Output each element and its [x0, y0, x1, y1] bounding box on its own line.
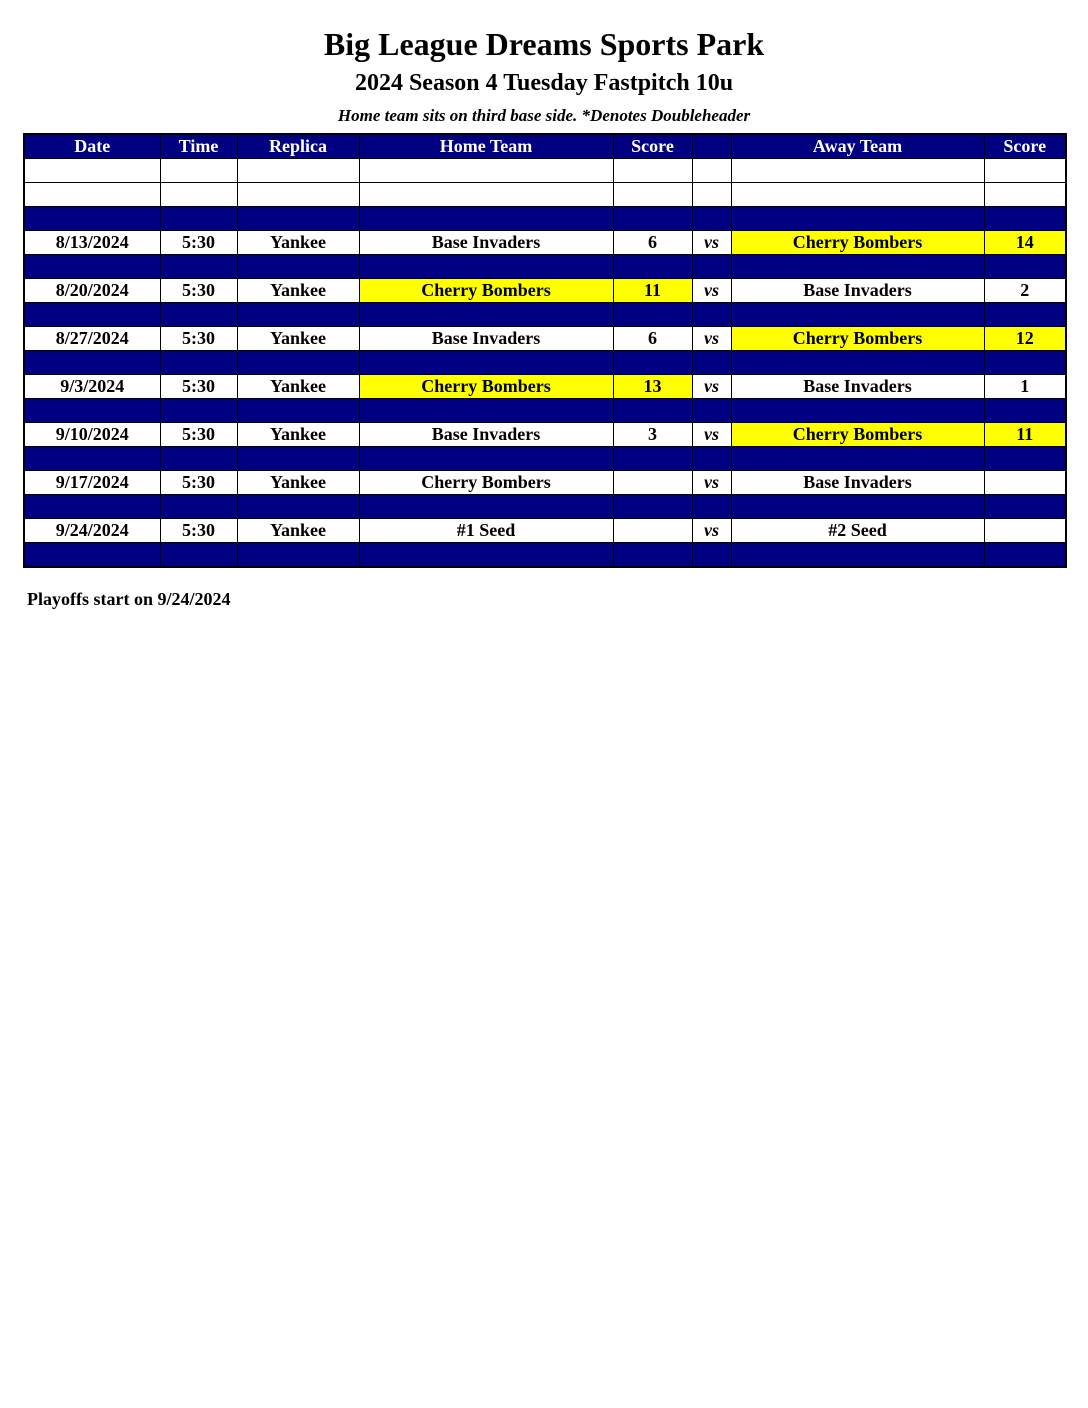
- game-row: [24, 375, 1066, 399]
- column-header-time: Time: [160, 134, 237, 159]
- game-row: [24, 327, 1066, 351]
- column-header-away-team: Away Team: [731, 134, 984, 159]
- column-header-home-team: Home Team: [359, 134, 613, 159]
- column-header-date: Date: [24, 134, 160, 159]
- game-time: 5:30: [160, 231, 237, 255]
- playoffs-note: Playoffs start on 9/24/2024: [27, 589, 231, 609]
- home-team-cell: Base Invaders: [359, 327, 613, 351]
- column-header-home-score: Score: [613, 134, 692, 159]
- game-field: Yankee: [237, 519, 359, 543]
- separator-row: [24, 207, 1066, 231]
- separator-row: [24, 447, 1066, 471]
- game-field: Yankee: [237, 471, 359, 495]
- away-team-cell: Base Invaders: [731, 279, 984, 303]
- game-time: 5:30: [160, 279, 237, 303]
- schedule-table: [23, 133, 1067, 568]
- separator-row: [24, 543, 1066, 568]
- vs-cell: vs: [692, 231, 731, 255]
- home-team-cell: Base Invaders: [359, 423, 613, 447]
- schedule-body: [24, 159, 1066, 568]
- separator-row: [24, 399, 1066, 423]
- column-header-vs: [692, 134, 731, 159]
- game-time: 5:30: [160, 471, 237, 495]
- away-score-cell: 12: [984, 327, 1066, 351]
- vs-cell: vs: [692, 375, 731, 399]
- away-team-cell: Base Invaders: [731, 471, 984, 495]
- away-score-cell: 14: [984, 231, 1066, 255]
- vs-cell: vs: [692, 279, 731, 303]
- table-header-row: [24, 134, 1066, 159]
- home-score-cell: 6: [613, 231, 692, 255]
- home-team-cell: Cherry Bombers: [359, 279, 613, 303]
- vs-cell: vs: [692, 423, 731, 447]
- home-team-cell: Cherry Bombers: [359, 375, 613, 399]
- home-score-cell: [613, 471, 692, 495]
- home-score-cell: 6: [613, 327, 692, 351]
- game-field: Yankee: [237, 423, 359, 447]
- game-field: Yankee: [237, 231, 359, 255]
- game-row: [24, 423, 1066, 447]
- separator-row: [24, 495, 1066, 519]
- game-field: Yankee: [237, 375, 359, 399]
- page-title: Big League Dreams Sports Park: [323, 26, 765, 62]
- home-score-cell: 3: [613, 423, 692, 447]
- home-score-cell: 13: [613, 375, 692, 399]
- blank-row: [24, 183, 1066, 207]
- away-score-cell: [984, 471, 1066, 495]
- separator-row: [24, 303, 1066, 327]
- column-header-away-score: Score: [984, 134, 1066, 159]
- page-subtitle: 2024 Season 4 Tuesday Fastpitch 10u: [354, 70, 734, 96]
- game-field: Yankee: [237, 327, 359, 351]
- away-team-cell: Cherry Bombers: [731, 231, 984, 255]
- home-team-cell: Cherry Bombers: [359, 471, 613, 495]
- game-time: 5:30: [160, 375, 237, 399]
- separator-row: [24, 351, 1066, 375]
- home-team-cell: #1 Seed: [359, 519, 613, 543]
- game-date: 8/27/2024: [24, 327, 160, 351]
- game-row: [24, 471, 1066, 495]
- away-team-cell: Base Invaders: [731, 375, 984, 399]
- game-date: 8/13/2024: [24, 231, 160, 255]
- home-score-cell: 11: [613, 279, 692, 303]
- away-score-cell: 2: [984, 279, 1066, 303]
- vs-cell: vs: [692, 327, 731, 351]
- away-team-cell: Cherry Bombers: [731, 423, 984, 447]
- away-score-cell: [984, 519, 1066, 543]
- game-time: 5:30: [160, 519, 237, 543]
- game-date: 9/10/2024: [24, 423, 160, 447]
- game-time: 5:30: [160, 327, 237, 351]
- game-time: 5:30: [160, 423, 237, 447]
- game-date: 9/17/2024: [24, 471, 160, 495]
- game-date: 8/20/2024: [24, 279, 160, 303]
- game-date: 9/24/2024: [24, 519, 160, 543]
- home-team-note: Home team sits on third base side. *Denotes Doubleheader: [337, 106, 751, 125]
- game-row: [24, 519, 1066, 543]
- game-row: [24, 231, 1066, 255]
- home-team-cell: Base Invaders: [359, 231, 613, 255]
- away-score-cell: 1: [984, 375, 1066, 399]
- game-date: 9/3/2024: [24, 375, 160, 399]
- home-score-cell: [613, 519, 692, 543]
- away-team-cell: Cherry Bombers: [731, 327, 984, 351]
- vs-cell: vs: [692, 471, 731, 495]
- game-field: Yankee: [237, 279, 359, 303]
- away-score-cell: 11: [984, 423, 1066, 447]
- away-team-cell: #2 Seed: [731, 519, 984, 543]
- blank-row: [24, 159, 1066, 183]
- separator-row: [24, 255, 1066, 279]
- vs-cell: vs: [692, 519, 731, 543]
- column-header-replica: Replica: [237, 134, 359, 159]
- game-row: [24, 279, 1066, 303]
